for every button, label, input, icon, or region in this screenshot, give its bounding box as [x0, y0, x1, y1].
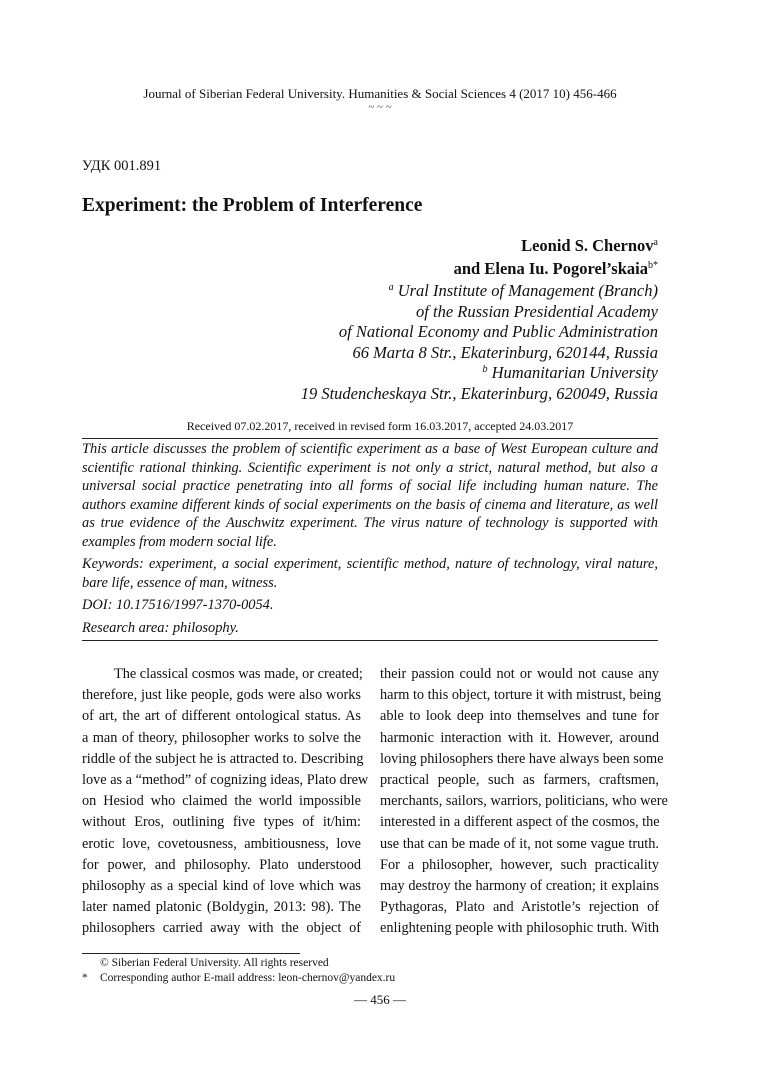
- affiliation-line: [301, 322, 658, 343]
- research-area: Research area: philosophy.: [82, 619, 239, 636]
- body-text-line: on Hesiod who claimed the world impossible: [82, 793, 361, 810]
- body-column-right: [380, 664, 668, 939]
- body-text-line: for power, and philosophy. Plato understood: [82, 856, 361, 873]
- body-text-line: For a philosopher, however, such practicality: [380, 856, 659, 873]
- body-text-line: The classical cosmos was made, or created;: [114, 666, 363, 682]
- author-list: [454, 234, 658, 280]
- doi: DOI: 10.17516/1997-1370-0054.: [82, 597, 274, 613]
- body-text-line: harmonic interaction with it. However, around: [380, 729, 659, 746]
- divider: [82, 438, 658, 439]
- affiliation-text: of National Economy and Public Administration: [338, 322, 658, 341]
- abstract-block: [82, 440, 658, 641]
- author: Leonid S. Chernov$^a$: [521, 236, 658, 255]
- body-text-line: riddle of the subject he is attracted to. Describing: [82, 750, 364, 767]
- body-text-line: able to look deep into themselves and tune for: [380, 708, 659, 725]
- body-text-line: erotic love, covetousness, ambitiousness, love: [82, 835, 361, 852]
- affiliation-text: of the Russian Presidential Academy: [416, 301, 658, 321]
- journal-header: Journal of Siberian Federal University. Humanities & Social Sciences 4 (2017 10) 456-466: [143, 86, 617, 101]
- affiliation-text: 66 Marta 8 Str., Ekaterinburg, 620144, Russia: [352, 342, 658, 362]
- footnote-divider: [82, 953, 300, 954]
- body-text-line: philosophy as a special kind of love which was: [82, 877, 361, 894]
- affiliation-text: Ural Institute of Management (Branch): [397, 281, 658, 300]
- page-number: — 456 —: [354, 992, 406, 1007]
- udk-code: УДК 001.891: [82, 158, 162, 174]
- footnote-marker: *: [82, 972, 88, 984]
- affiliations: [301, 281, 658, 404]
- body-text-line: philosophers carried away with the object of: [82, 920, 361, 937]
- author: and Elena Iu. Pogorel’skaia$^{b*}$: [453, 259, 658, 278]
- affiliation-line: [301, 281, 658, 302]
- body-text-line: of art, the art of different ontological status. As: [82, 708, 361, 725]
- affiliation-line: [301, 343, 658, 364]
- header-separator: ~ ~ ~: [368, 101, 392, 113]
- affiliation-marker: b: [482, 364, 488, 375]
- received-dates: Received 07.02.2017, received in revised form 16.03.2017, accepted 24.03.2017: [186, 419, 574, 433]
- body-text-line: practical people, such as farmers, craftsmen,: [380, 771, 659, 788]
- affiliation-line: [301, 302, 658, 323]
- body-text-line: Pythagoras, Plato and Aristotle’s rejection of: [380, 899, 659, 916]
- affiliation-marker: a: [388, 282, 394, 293]
- keywords: Keywords: experiment, a social experiment, scientific method, nature of technology, viral nature, bare life, essence of man, witness.: [82, 556, 658, 591]
- body-text-line: therefore, just like people, gods were also works: [82, 687, 361, 704]
- body-text-line: without Eros, outlining five types of it/him:: [82, 814, 361, 831]
- body-text-line: merchants, sailors, warriors, politicians, who were: [380, 793, 668, 810]
- body-text-line: their passion could not or would not cause any: [380, 666, 659, 682]
- affiliation-line: [301, 363, 658, 384]
- body-text-line: use that can be made of it, not some vague truth.: [380, 835, 659, 852]
- affiliation-text: Humanitarian University: [491, 363, 658, 382]
- body-text-line: later named platonic (Boldygin, 2013: 98). The: [82, 899, 361, 916]
- body-text-line: loving philosophers there have always been some: [380, 750, 664, 767]
- copyright-note: © Siberian Federal University. All rights reserved: [100, 957, 329, 969]
- article-title: Experiment: the Problem of Interference: [82, 195, 423, 216]
- body-text-line: a man of theory, philosopher works to solve the: [82, 729, 361, 746]
- corresponding-author: Corresponding author E-mail address: leon-chernov@yandex.ru: [100, 972, 396, 984]
- abstract: This article discusses the problem of scientific experiment as a base of West European culture and scientific rational thinking. Scientific experiment is not only a strict, natural method, but also a universal social practice penetrating into all forms of social life including human nature. The authors examine different kinds of social experiments on the basis of cinema and literature, as well as true evidence of the Auschwitz experiment. The virus nature of technology is supported with examples from modern social life.: [82, 441, 658, 550]
- body-text-line: interested in a different aspect of the cosmos, the: [380, 814, 660, 831]
- body-text-line: love as a “method” of cognizing ideas, Plato drew: [82, 771, 369, 788]
- body-text-line: enlightening people with philosophic truth. With: [380, 920, 659, 937]
- body-text-line: harm to this object, torture it with mistrust, being: [380, 687, 662, 704]
- body-column-left: [82, 664, 369, 939]
- affiliation-text: 19 Studencheskaya Str., Ekaterinburg, 620049, Russia: [300, 383, 658, 403]
- affiliation-line: [301, 384, 658, 405]
- body-text-line: may destroy the harmony of creation; it explains: [380, 877, 659, 894]
